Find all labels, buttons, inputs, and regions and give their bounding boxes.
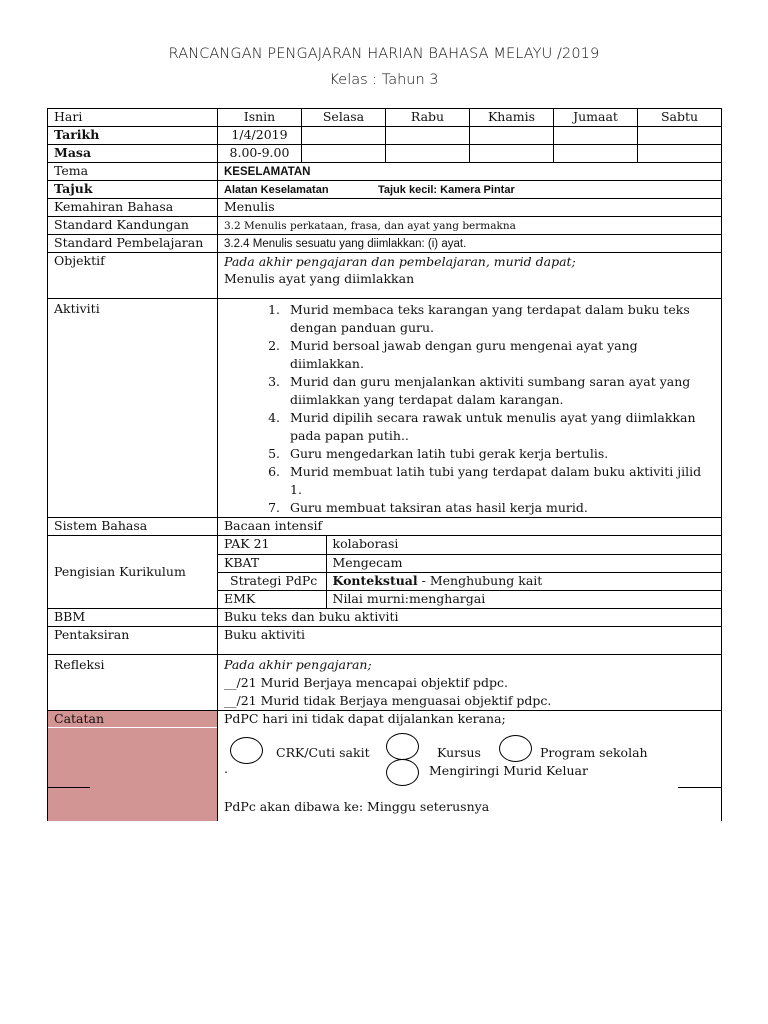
standard-pembelajaran-label: Standard Pembelajaran (48, 235, 218, 253)
masa-empty-cell (638, 145, 722, 163)
refleksi-line-2: __/21 Murid tidak Berjaya menguasai objektif pdpc. (224, 693, 552, 708)
row-tema (48, 163, 722, 181)
tema-label: Tema (48, 163, 218, 181)
day-isnin: Isnin (218, 109, 302, 127)
hari-label: Hari (48, 109, 218, 127)
document-title: RANCANGAN PENGAJARAN HARIAN BAHASA MELAYU /2019 (168, 46, 600, 62)
kemahiran-label: Kemahiran Bahasa (48, 199, 218, 217)
checkbox-circle-program[interactable] (499, 735, 532, 762)
pengisian-row (218, 536, 721, 554)
pentaksiran-value: Buku aktiviti (218, 627, 722, 655)
objektif-cell (218, 253, 722, 299)
checkbox-circle-crk[interactable] (230, 737, 263, 764)
catatan-area (218, 711, 721, 819)
objektif-intro: Pada akhir pengajaran dan pembelajaran, murid dapat; (224, 254, 576, 269)
pengisian-cell (218, 536, 722, 609)
pengisian-value (326, 572, 721, 590)
row-tarikh (48, 127, 722, 145)
bottom-rule-right (678, 787, 721, 788)
pengisian-key: KBAT (218, 554, 326, 572)
day-khamis: Khamis (470, 109, 554, 127)
row-tajuk (48, 181, 722, 199)
catatan-dot: . (224, 761, 228, 776)
aktiviti-item: 5. Guru mengedarkan latih tubi gerak kerja bertulis. (284, 445, 715, 463)
bbm-label: BBM (48, 609, 218, 627)
catatan-intro: PdPC hari ini tidak dapat dijalankan kerana; (224, 711, 506, 726)
tema-text: KESELAMATAN (224, 166, 311, 178)
standard-pembelajaran-value (218, 235, 722, 253)
standard-kandungan-text: 3.2 Menulis perkataan, frasa, dan ayat yang bermakna (224, 220, 516, 232)
tarikh-empty-cell (302, 127, 386, 145)
masa-label: Masa (48, 145, 218, 163)
masa-empty-cell (302, 145, 386, 163)
tarikh-value: 1/4/2019 (218, 127, 302, 145)
catatan-label-cell (48, 711, 218, 821)
bottom-rule-left (47, 787, 90, 788)
checkbox-circle-mengiringi[interactable] (386, 759, 419, 786)
row-bbm (48, 609, 722, 627)
checkbox-circle-kursus[interactable] (386, 733, 419, 760)
lesson-plan-table (47, 108, 722, 821)
day-sabtu: Sabtu (638, 109, 722, 127)
masa-empty-cell (470, 145, 554, 163)
tajuk-label: Tajuk (48, 181, 218, 199)
masa-value: 8.00-9.00 (218, 145, 302, 163)
row-objektif (48, 253, 722, 299)
pengisian-value-bold: Kontekstual (332, 572, 418, 588)
standard-kandungan-label: Standard Kandungan (48, 217, 218, 235)
pengisian-row (218, 554, 721, 572)
pengisian-row (218, 572, 721, 590)
pengisian-value: Nilai murni:menghargai (326, 590, 721, 608)
pengisian-key: PAK 21 (218, 536, 326, 554)
catatan-cell (218, 711, 722, 821)
row-catatan (48, 711, 722, 821)
aktiviti-cell (218, 299, 722, 518)
aktiviti-item: 6. Murid membuat latih tubi yang terdapat dalam buku aktiviti jilid 1. (284, 463, 715, 499)
day-rabu: Rabu (386, 109, 470, 127)
document-subtitle: Kelas : Tahun 3 (329, 72, 439, 88)
tarikh-empty-cell (386, 127, 470, 145)
pengisian-key: Strategi PdPc (218, 572, 326, 590)
pengisian-value: kolaborasi (326, 536, 721, 554)
pengisian-value: Mengecam (326, 554, 721, 572)
sistem-bahasa-label: Sistem Bahasa (48, 518, 218, 536)
row-hari (48, 109, 722, 127)
catatan-label: Catatan (48, 711, 217, 728)
kemahiran-value: Menulis (218, 199, 722, 217)
aktiviti-list (224, 301, 715, 517)
row-kemahiran (48, 199, 722, 217)
aktiviti-item: 3. Murid dan guru menjalankan aktiviti sumbang saran ayat yang diimlakkan yang terdapat dalam karangan. (284, 373, 715, 409)
masa-empty-cell (554, 145, 638, 163)
tarikh-label: Tarikh (48, 127, 218, 145)
row-standard-kandungan (48, 217, 722, 235)
refleksi-line-1: __/21 Murid Berjaya mencapai objektif pdpc. (224, 675, 508, 690)
masa-empty-cell (386, 145, 470, 163)
catatan-footer: PdPc akan dibawa ke: Minggu seterusnya (224, 799, 490, 814)
objektif-text: Menulis ayat yang diimlakkan (224, 271, 415, 286)
option-program-sekolah: Program sekolah (540, 745, 648, 760)
tarikh-empty-cell (638, 127, 722, 145)
aktiviti-item: 7. Guru membuat taksiran atas hasil kerja murid. (284, 499, 715, 517)
refleksi-label: Refleksi (48, 655, 218, 711)
pengisian-table (218, 536, 721, 608)
day-selasa: Selasa (302, 109, 386, 127)
tarikh-empty-cell (554, 127, 638, 145)
standard-pembelajaran-text: 3.2.4 Menulis sesuatu yang diimlakkan: (i) ayat. (224, 238, 467, 250)
standard-kandungan-value (218, 217, 722, 235)
row-sistem-bahasa (48, 518, 722, 536)
option-crk-cuti-sakit: CRK/Cuti sakit (276, 745, 370, 760)
aktiviti-item: 1. Murid membaca teks karangan yang terdapat dalam buku teks dengan panduan guru. (284, 301, 715, 337)
tema-value (218, 163, 722, 181)
refleksi-intro: Pada akhir pengajaran; (224, 657, 372, 672)
row-masa (48, 145, 722, 163)
bbm-value: Buku teks dan buku aktiviti (218, 609, 722, 627)
sistem-bahasa-value: Bacaan intensif (218, 518, 722, 536)
tajuk-text: Alatan Keselamatan (224, 184, 329, 196)
aktiviti-item: 4. Murid dipilih secara rawak untuk menulis ayat yang diimlakkan pada papan putih.. (284, 409, 715, 445)
tajuk-value (218, 181, 722, 199)
day-jumaat: Jumaat (554, 109, 638, 127)
pengisian-key: EMK (218, 590, 326, 608)
aktiviti-item: 2. Murid bersoal jawab dengan guru mengenai ayat yang diimlakkan. (284, 337, 715, 373)
pentaksiran-label: Pentaksiran (48, 627, 218, 655)
pengisian-row (218, 590, 721, 608)
pengisian-value-rest: - Menghubung kait (417, 572, 543, 588)
option-mengiringi-murid: Mengiringi Murid Keluar (429, 763, 588, 778)
tajuk-kecil-text: Tajuk kecil: Kamera Pintar (377, 184, 515, 196)
row-pengisian-kurikulum (48, 536, 722, 609)
row-pentaksiran (48, 627, 722, 655)
row-standard-pembelajaran (48, 235, 722, 253)
pengisian-kurikulum-label: Pengisian Kurikulum (48, 536, 218, 609)
refleksi-cell (218, 655, 722, 711)
tarikh-empty-cell (470, 127, 554, 145)
row-aktiviti (48, 299, 722, 518)
row-refleksi (48, 655, 722, 711)
aktiviti-label: Aktiviti (48, 299, 218, 518)
objektif-label: Objektif (48, 253, 218, 299)
option-kursus: Kursus (437, 745, 481, 760)
